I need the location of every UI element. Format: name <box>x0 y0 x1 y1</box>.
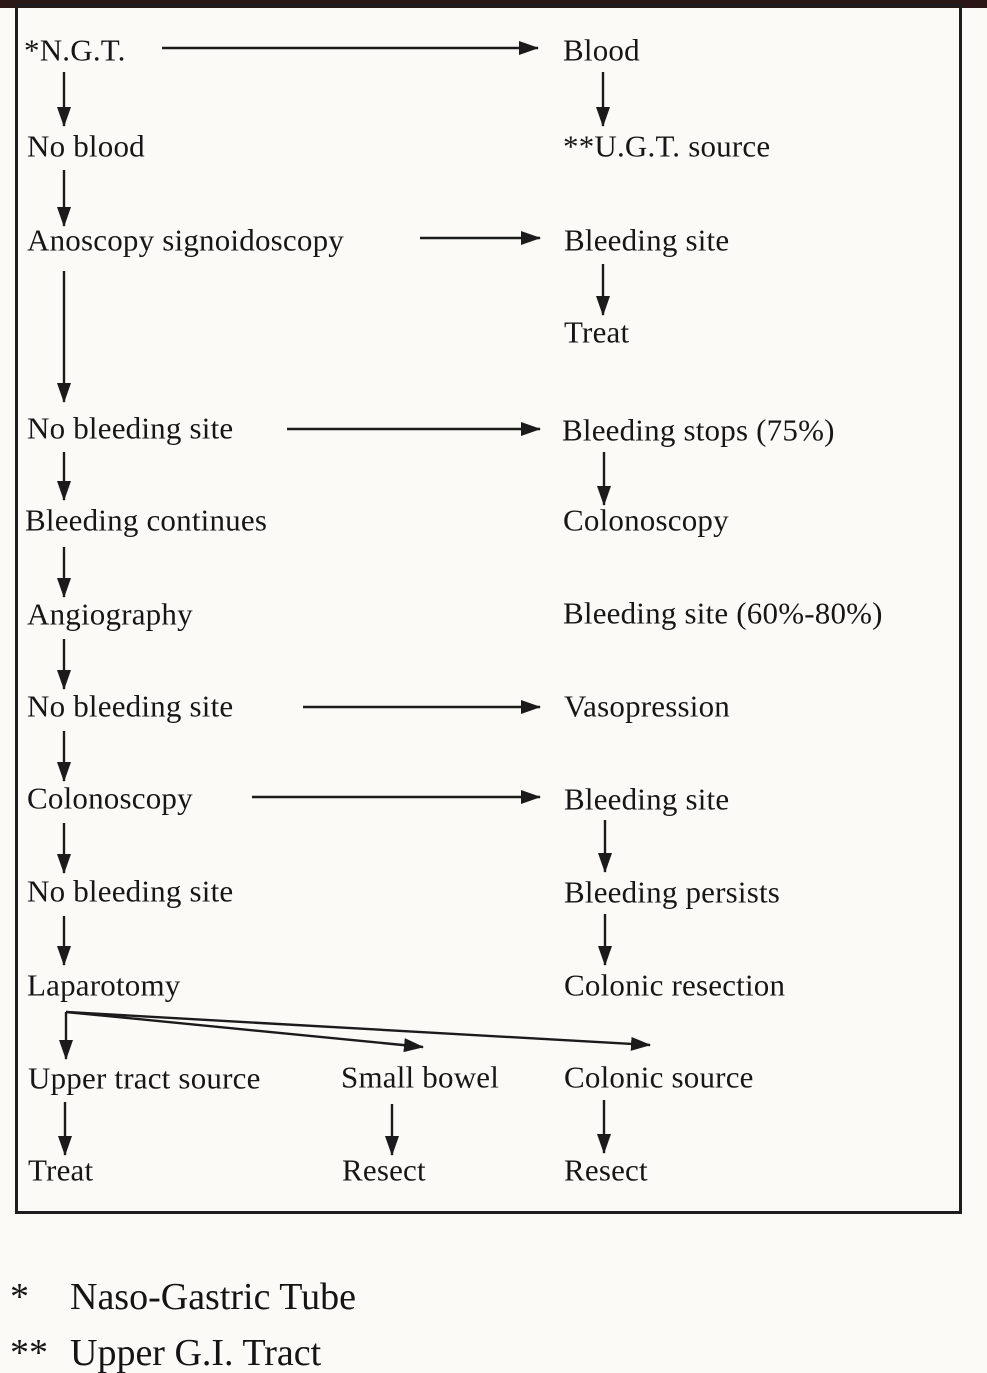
node-no-blood: No blood <box>27 128 145 164</box>
footnote-marker-double-asterisk: ** <box>10 1332 48 1373</box>
node-ugt-source: **U.G.T. source <box>563 128 771 164</box>
node-blood: Blood <box>563 32 640 68</box>
node-bleeding-site-2: Bleeding site <box>564 781 730 817</box>
node-treat-left: Treat <box>28 1152 94 1188</box>
node-resect-small-bowel: Resect <box>342 1152 426 1188</box>
node-resect-colonic: Resect <box>564 1152 648 1188</box>
node-no-bleeding-site-2: No bleeding site <box>27 688 234 724</box>
footnote-text-upper-gi-tract: Upper G.I. Tract <box>70 1332 322 1373</box>
node-upper-tract-source: Upper tract source <box>28 1060 261 1096</box>
node-colonic-resection: Colonic resection <box>564 967 786 1003</box>
node-laparotomy: Laparotomy <box>27 967 181 1003</box>
node-bleeding-continues: Bleeding continues <box>25 502 268 538</box>
node-angiography: Angiography <box>27 596 193 632</box>
node-ngt: *N.G.T. <box>24 32 126 68</box>
footnote-text-naso-gastric-tube: Naso-Gastric Tube <box>70 1276 357 1318</box>
footnote-upper-gi-tract <box>10 1334 321 1372</box>
node-bleeding-persists: Bleeding persists <box>564 874 781 910</box>
node-treat-right: Treat <box>564 314 630 350</box>
node-vasopression: Vasopression <box>564 688 730 724</box>
node-colonoscopy-left: Colonoscopy <box>27 780 193 816</box>
node-bleeding-site-60-80: Bleeding site (60%-80%) <box>563 595 883 631</box>
node-no-bleeding-site-1: No bleeding site <box>27 410 234 446</box>
footnote-marker-single-asterisk: * <box>10 1276 29 1318</box>
node-anoscopy: Anoscopy signoidoscopy <box>27 222 344 258</box>
node-colonic-source: Colonic source <box>564 1059 754 1095</box>
node-small-bowel: Small bowel <box>341 1059 500 1095</box>
node-colonoscopy-right: Colonoscopy <box>563 502 729 538</box>
node-no-bleeding-site-3: No bleeding site <box>27 873 234 909</box>
node-bleeding-site-1: Bleeding site <box>564 222 730 258</box>
footnote-naso-gastric-tube <box>10 1278 356 1316</box>
node-bleeding-stops: Bleeding stops (75%) <box>562 412 835 448</box>
